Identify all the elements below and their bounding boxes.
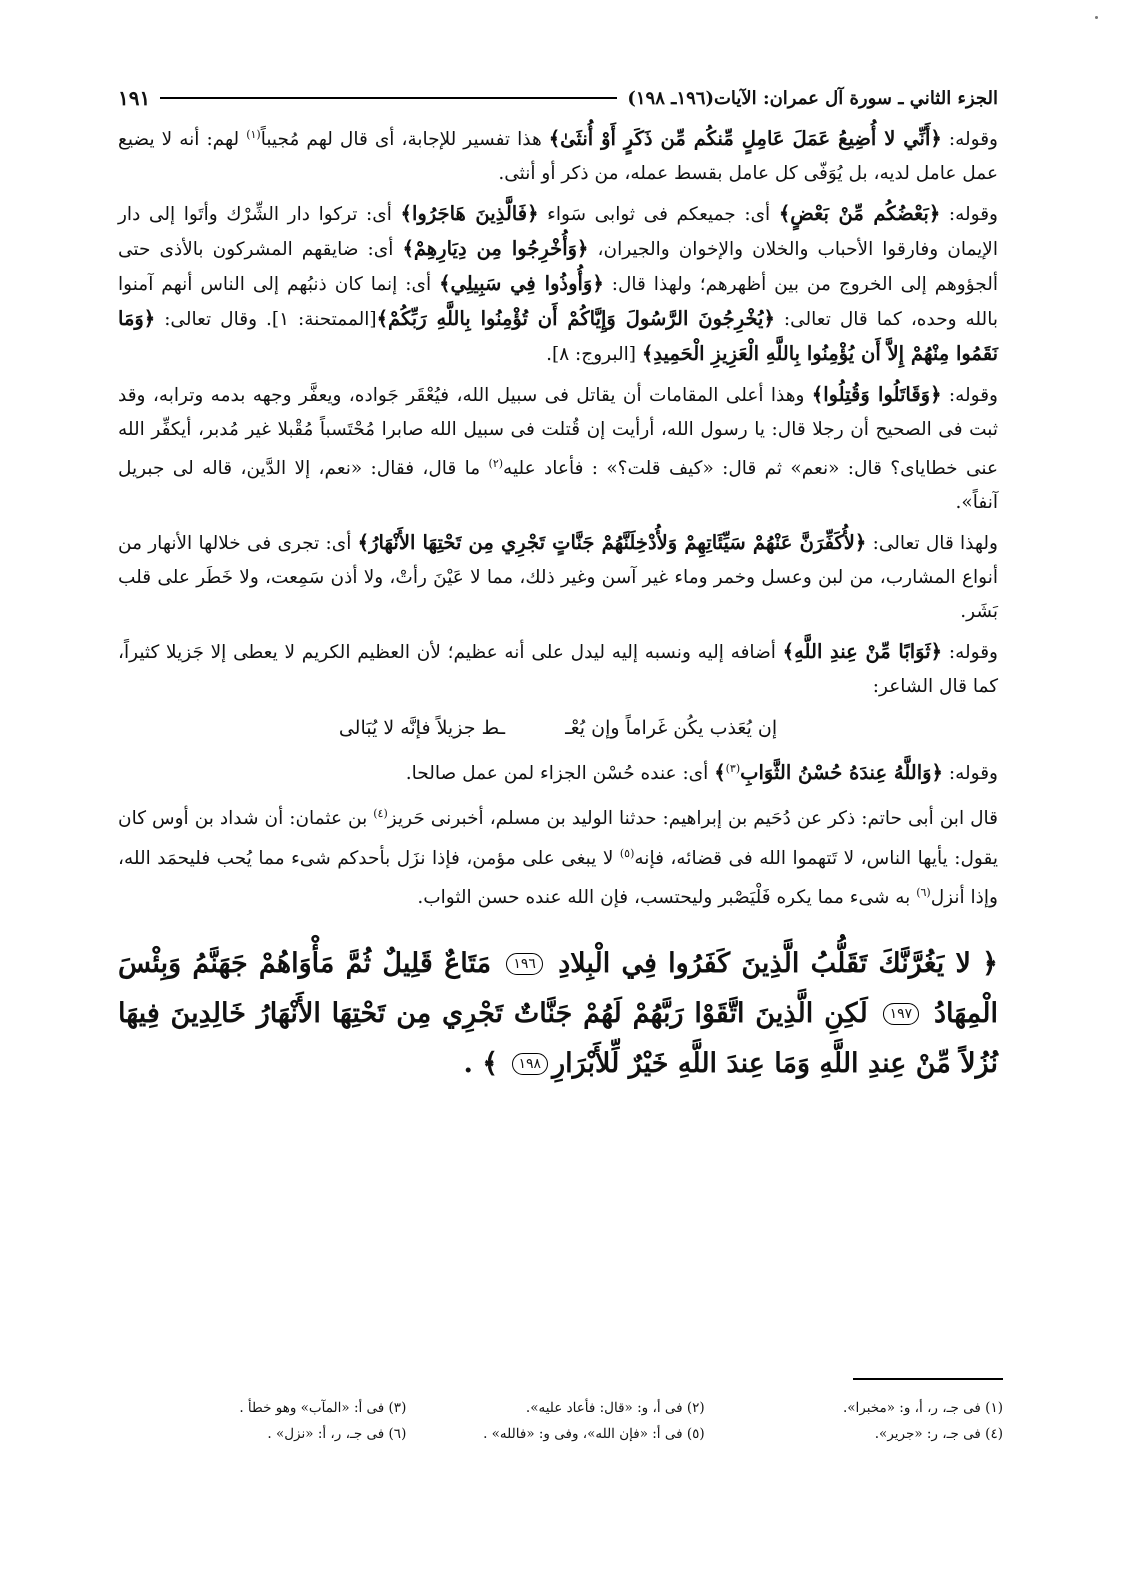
footnote-row <box>118 1421 1003 1447</box>
footnote-ref: (٥) <box>619 846 635 860</box>
text-run: هذا تفسير للإجابة، أى قال لهم مُجيباً <box>260 129 549 151</box>
verse-text-3: لَكِنِ الَّذِينَ اتَّقَوْا رَبَّهُمْ لَهُمْ جَنَّاتٌ تَجْرِي مِن تَحْتِهَا الأَنْهَارُ خَالِدِينَ فِيهَا نُزُلاً مِّنْ عِندِ اللَّهِ وَمَا عِندَ اللَّهِ خَيْرٌ لِّلأَبْرَارِ <box>118 997 998 1079</box>
footnote-6: (٦) فى جـ، ر، أ: «نزل» . <box>267 1426 407 1442</box>
commentary-continued <box>118 752 998 915</box>
quran-quote: ﴿لأُكَفِّرَنَّ عَنْهُمْ سَيِّئَاتِهِمْ وَلأُدْخِلَنَّهُمْ جَنَّاتٍ تَجْرِي مِن تَحْتِهَا الأَنْهَارُ﴾ <box>357 531 867 555</box>
text-run: أضافه إليه ونسبه إليه ليدل على أنه عظيم؛ لأن العظيم الكريم لا يعطى إلا جَزيلا كثيراً، كما قال الشاعر: <box>118 642 998 698</box>
footnote-ref: (٣) <box>725 762 741 776</box>
text-run: لا يبغى على مؤمن، فإذا نزَل بأحدكم شىء مما يُحب فليحمَد الله، وإذا أنزل <box>118 847 998 908</box>
footnotes <box>118 1395 1003 1447</box>
footnote-ref: (٢) <box>488 457 504 471</box>
poem-hemistich-2: ـط جزيلاً فإنَّه لا يُبَالى <box>338 717 506 740</box>
running-header <box>118 78 998 118</box>
quran-quote: ﴿وَأُخْرِجُوا مِن دِيَارِهِمْ﴾ <box>402 237 589 261</box>
verse-text-2: مَتَاعٌ قَلِيلٌ ثُمَّ مَأْوَاهُمْ جَهَنَّمُ وَبِئْسَ الْمِهَادُ <box>118 947 998 1029</box>
paragraph-3 <box>118 378 998 520</box>
footnote-2: (٢) فى أ، و: «قال: فأعاد عليه». <box>525 1400 705 1416</box>
verse-number-198: ١٩٨ <box>512 1053 549 1075</box>
page-body <box>118 78 998 1116</box>
text-run: قال ابن أبى حاتم: ذكر عن دُحَيم بن إبراهيم: حدثنا الوليد بن مسلم، أخبرنى حَريز <box>387 808 999 830</box>
page-number: ١٩١ <box>118 86 151 110</box>
text-run: وقوله: <box>942 642 998 664</box>
footnote-ref: (١) <box>246 128 261 141</box>
text-run: [البروج: ٨]. <box>546 344 642 366</box>
text-run: وهذا أعلى المقامات أن يقاتل فى سبيل الله، فيُعْقَر جَواده، ويعفَّر وجهه بدمه وترابه، وقد ثبت فى الصحيح أن رجلا قال: يا رسول الله، أرأيت إن قُتلت فى سبيل الله صابرا مُحْتَسباً مُقْبلا غير مُدبر، أيكفِّر الله عنى خطاياى؟ قال: «نعم» ثم قال: «كيف قلت؟» : فأعاد عليه <box>118 385 998 480</box>
quran-quote: ﴿وَاللَّهُ عِندَهُ حُسْنُ الثَّوَابِ <box>740 761 943 785</box>
commentary <box>118 118 998 704</box>
footnote-5: (٥) فى أ: «فإن الله»، وفى و: «فالله» . <box>483 1426 705 1442</box>
text-run: به شىء مما يكره فَلْيَصْبر وليحتسب، فإن الله عنده حسن الثواب. <box>417 886 917 908</box>
scan-speck <box>1095 16 1098 19</box>
footnote-3: (٣) فى أ: «المآب» وهو خطأ . <box>239 1400 407 1416</box>
verse-number-196: ١٩٦ <box>506 953 543 975</box>
text-run: أى: تركوا دار الشِّرْك وأتَوا إلى دار الإيمان وفارقوا الأحباب والخلان والإخوان والجيران، <box>118 204 998 261</box>
quran-quote: ﴾ <box>714 761 726 785</box>
text-run: وقوله: <box>940 204 998 226</box>
text-run: بن عثمان: أن شداد بن أوس كان يقول: يأيها الناس، لا تَتهموا الله فى قضائه، فإنه <box>118 808 998 869</box>
footnote-1: (١) فى جـ، ر، أ، و: «مخبرا». <box>842 1400 1003 1416</box>
header-title: الجزء الثاني ـ سورة آل عمران: الآيات(١٩٦ـ ١٩٨) <box>627 87 998 109</box>
footnote-ref: (٦) <box>916 885 931 899</box>
paragraph-4 <box>118 526 998 629</box>
text-run: وقوله: <box>942 763 998 785</box>
text-run: أى: عنده حُسْن الجزاء لمن عمل صالحا. <box>405 763 715 785</box>
text-run: [الممتحنة: ١]. وقال تعالى: <box>155 309 377 331</box>
quran-quote: ﴿أَنِّي لا أُضِيعُ عَمَلَ عَامِلٍ مِّنكُم مِّن ذَكَرٍ أَوْ أُنثَىٰ﴾ <box>548 127 942 151</box>
footnote-4: (٤) فى جـ، ر: «جرير». <box>874 1426 1003 1442</box>
text-run: لهم: أنه لا يضيع عمل عامل لديه، بل يُوَفّى كل عامل بقسط عمله، من ذكر أو أنثى. <box>118 129 998 185</box>
verse-text-1: ﴿ لا يَغُرَّنَّكَ تَقَلُّبُ الَّذِينَ كَفَرُوا فِي الْبِلادِ <box>558 947 998 979</box>
verse-number-197: ١٩٧ <box>883 1003 920 1025</box>
text-run: ما قال، فقال: «نعم، إلا الدَّين، قاله لى جبريل آنفاً». <box>118 458 998 514</box>
quran-quote: ﴿يُخْرِجُونَ الرَّسُولَ وَإِيَّاكُمْ أَن تُؤْمِنُوا بِاللَّهِ رَبِّكُمْ﴾ <box>376 307 775 331</box>
poem-hemistich-1: إن يُعَذب يكُن غَراماً وإن يُعْـ <box>565 717 778 740</box>
quran-quote: ﴿بَعْضُكُم مِّنْ بَعْضٍ﴾ <box>778 202 941 226</box>
quran-quote: ﴿وَأُوذُوا فِي سَبِيلِي﴾ <box>439 272 604 296</box>
quran-quote: ﴿وَمَا نَقَمُوا مِنْهُمْ إِلاَّ أَن يُؤْمِنُوا بِاللَّهِ الْعَزِيزِ الْحَمِيدِ﴾ <box>118 307 998 366</box>
paragraph-5 <box>118 635 998 704</box>
footnote-row <box>118 1395 1003 1421</box>
text-run: وقوله: <box>941 129 998 151</box>
footnote-separator <box>853 1378 1003 1380</box>
text-run: أى: ضايقهم المشركون بالأذى حتى ألجؤوهم إلى الخروج من بين أظهرهم؛ ولهذا قال: <box>118 239 999 296</box>
verse-end: ﴾ . <box>463 1047 499 1079</box>
footnote-ref: (٤) <box>373 807 388 821</box>
text-run: أى: تجرى فى خلالها الأنهار من أنواع المشارب، من لبن وعسل وخمر وماء غير آسن وغير ذلك، مما لا عَيْنَ رأتْ، ولا أذن سَمِعت، ولا خَطَر على قلب بَشَر. <box>118 533 999 623</box>
quran-quote: ﴿ثَوَابًا مِّنْ عِندِ اللَّهِ﴾ <box>782 640 943 664</box>
quran-verses <box>118 939 998 1089</box>
text-run: أى: إنما كان ذنبُهم إلى الناس أنهم آمنوا بالله وحده، كما قال تعالى: <box>118 274 998 331</box>
header-rule <box>160 97 617 99</box>
text-run: وقوله: <box>941 385 998 407</box>
paragraph-after-poem-1 <box>118 752 998 791</box>
paragraph-1 <box>118 118 998 191</box>
quran-quote: ﴿فَالَّذِينَ هَاجَرُوا﴾ <box>400 202 539 226</box>
text-run: أى: جميعكم فى ثوابى سَواء <box>538 204 779 226</box>
poem-verse <box>118 710 998 746</box>
paragraph-2 <box>118 197 998 372</box>
paragraph-after-poem-2 <box>118 797 998 914</box>
quran-quote: ﴿وَقَاتَلُوا وَقُتِلُوا﴾ <box>811 383 942 407</box>
text-run: ولهذا قال تعالى: <box>866 533 998 555</box>
